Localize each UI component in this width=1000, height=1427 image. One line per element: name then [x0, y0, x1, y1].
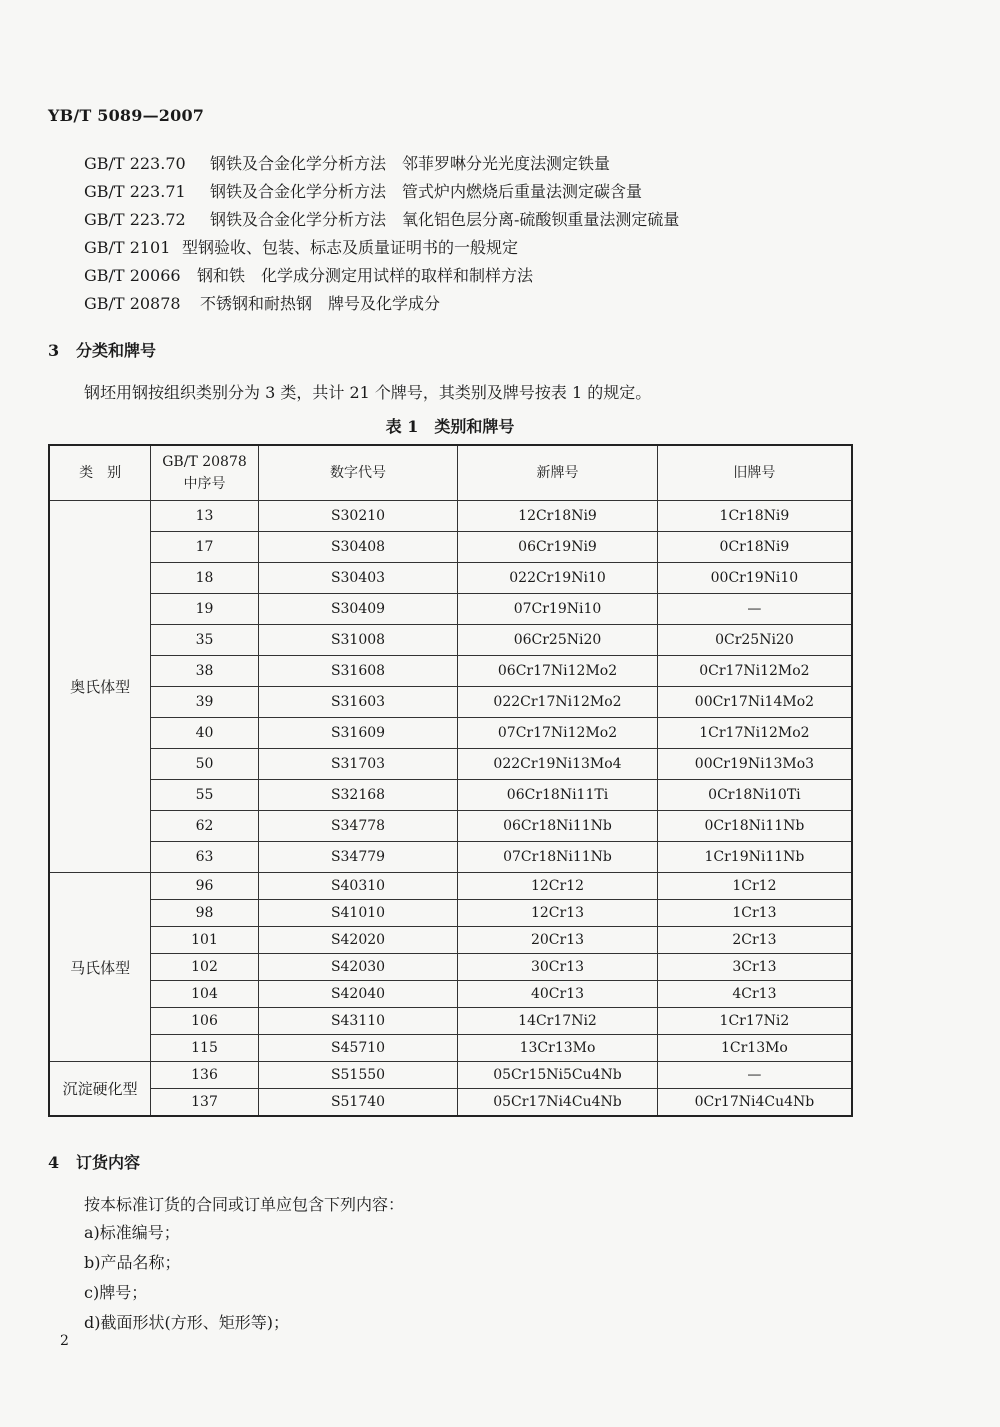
new-grade-cell: 06Cr18Ni11Nb — [458, 811, 658, 842]
seq-cell: 35 — [151, 625, 259, 656]
table-header-row — [49, 445, 852, 501]
old-grade-cell: 0Cr17Ni4Cu4Nb — [657, 1089, 852, 1117]
digital-code-cell: S42040 — [258, 981, 457, 1008]
section-4-heading — [48, 1150, 140, 1173]
new-grade-cell: 06Cr18Ni11Ti — [458, 780, 658, 811]
header-seq — [151, 445, 259, 501]
table-row — [49, 780, 852, 811]
digital-code-cell: S31008 — [258, 625, 457, 656]
digital-code-cell: S31703 — [258, 749, 457, 780]
reference-code: GB/T 223.70 — [84, 154, 186, 173]
digital-code-cell: S31603 — [258, 687, 457, 718]
seq-cell: 136 — [151, 1062, 259, 1089]
old-grade-cell: 0Cr25Ni20 — [657, 625, 852, 656]
new-grade-cell: 14Cr17Ni2 — [458, 1008, 658, 1035]
digital-code-cell: S43110 — [258, 1008, 457, 1035]
list-item: a)标准编号； — [84, 1223, 180, 1242]
seq-cell: 104 — [151, 981, 259, 1008]
digital-code-cell: S30403 — [258, 563, 457, 594]
table-row — [49, 718, 852, 749]
section-number: 4 — [48, 1153, 60, 1172]
reference-title: 型钢验收、包装、标志及质量证明书的一般规定 — [182, 238, 519, 257]
header-seq-line1: GB/T 20878 — [162, 454, 247, 470]
reference-code: GB/T 223.71 — [84, 182, 186, 201]
new-grade-cell: 022Cr17Ni12Mo2 — [458, 687, 658, 718]
reference-line — [84, 290, 679, 318]
seq-cell: 19 — [151, 594, 259, 625]
old-grade-cell: 00Cr17Ni14Mo2 — [657, 687, 852, 718]
new-grade-cell: 07Cr17Ni12Mo2 — [458, 718, 658, 749]
old-grade-cell: 0Cr18Ni11Nb — [657, 811, 852, 842]
old-grade-cell: 1Cr17Ni12Mo2 — [657, 718, 852, 749]
old-grade-cell: 0Cr18Ni9 — [657, 532, 852, 563]
digital-code-cell: S31609 — [258, 718, 457, 749]
section-4-intro: 按本标准订货的合同或订单应包含下列内容： — [84, 1195, 405, 1214]
digital-code-cell: S42020 — [258, 927, 457, 954]
reference-title: 钢铁及合金化学分析方法 管式炉内燃烧后重量法测定碳含量 — [210, 182, 643, 201]
new-grade-cell: 06Cr17Ni12Mo2 — [458, 656, 658, 687]
seq-cell: 55 — [151, 780, 259, 811]
digital-code-cell: S34778 — [258, 811, 457, 842]
new-grade-cell: 06Cr25Ni20 — [458, 625, 658, 656]
section-3-heading — [48, 338, 156, 361]
seq-cell: 18 — [151, 563, 259, 594]
seq-cell: 50 — [151, 749, 259, 780]
old-grade-cell: 1Cr12 — [657, 873, 852, 900]
reference-line — [84, 206, 679, 234]
new-grade-cell: 022Cr19Ni13Mo4 — [458, 749, 658, 780]
reference-title: 钢和铁 化学成分测定用试样的取样和制样方法 — [197, 266, 534, 285]
order-items-list — [84, 1218, 289, 1338]
digital-code-cell: S30408 — [258, 532, 457, 563]
table-row — [49, 749, 852, 780]
table-row — [49, 1062, 852, 1089]
seq-cell: 63 — [151, 842, 259, 873]
section-3-paragraph: 钢坯用钢按组织类别分为 3 类，共计 21 个牌号，其类别及牌号按表 1 的规定。 — [84, 383, 652, 402]
table-row — [49, 1035, 852, 1062]
digital-code-cell: S51740 — [258, 1089, 457, 1117]
digital-code-cell: S41010 — [258, 900, 457, 927]
table-row — [49, 501, 852, 532]
digital-code-cell: S34779 — [258, 842, 457, 873]
digital-code-cell: S30409 — [258, 594, 457, 625]
seq-cell: 62 — [151, 811, 259, 842]
reference-code: GB/T 20066 — [84, 266, 181, 285]
reference-code: GB/T 2101 — [84, 238, 171, 257]
table-row — [49, 532, 852, 563]
page-number: 2 — [60, 1333, 69, 1349]
section-title: 订货内容 — [76, 1153, 141, 1172]
seq-cell: 115 — [151, 1035, 259, 1062]
seq-cell: 17 — [151, 532, 259, 563]
digital-code-cell: S45710 — [258, 1035, 457, 1062]
new-grade-cell: 05Cr15Ni5Cu4Nb — [458, 1062, 658, 1089]
seq-cell: 102 — [151, 954, 259, 981]
new-grade-cell: 13Cr13Mo — [458, 1035, 658, 1062]
new-grade-cell: 12Cr18Ni9 — [458, 501, 658, 532]
digital-code-cell: S30210 — [258, 501, 457, 532]
old-grade-cell: 1Cr19Ni11Nb — [657, 842, 852, 873]
new-grade-cell: 12Cr12 — [458, 873, 658, 900]
table-caption: 表 1 类别和牌号 — [385, 417, 515, 436]
seq-cell: 101 — [151, 927, 259, 954]
header-new-grade: 新牌号 — [458, 445, 658, 501]
old-grade-cell: 0Cr17Ni12Mo2 — [657, 656, 852, 687]
table-row — [49, 900, 852, 927]
list-item: b)产品名称； — [84, 1253, 181, 1272]
seq-cell: 137 — [151, 1089, 259, 1117]
header-old-grade: 旧牌号 — [657, 445, 852, 501]
reference-line — [84, 262, 679, 290]
section-number: 3 — [48, 341, 60, 360]
table-row — [49, 954, 852, 981]
table-row — [49, 1089, 852, 1117]
old-grade-cell: — — [657, 594, 852, 625]
seq-cell: 39 — [151, 687, 259, 718]
category-cell: 奥氏体型 — [49, 501, 151, 873]
seq-cell: 106 — [151, 1008, 259, 1035]
new-grade-cell: 07Cr19Ni10 — [458, 594, 658, 625]
old-grade-cell: — — [657, 1062, 852, 1089]
list-item: c)牌号； — [84, 1283, 148, 1302]
digital-code-cell: S42030 — [258, 954, 457, 981]
digital-code-cell: S40310 — [258, 873, 457, 900]
reference-line — [84, 234, 679, 262]
old-grade-cell: 2Cr13 — [657, 927, 852, 954]
old-grade-cell: 4Cr13 — [657, 981, 852, 1008]
new-grade-cell: 20Cr13 — [458, 927, 658, 954]
standard-code: YB/T 5089—2007 — [48, 106, 205, 125]
seq-cell: 98 — [151, 900, 259, 927]
old-grade-cell: 0Cr18Ni10Ti — [657, 780, 852, 811]
old-grade-cell: 1Cr18Ni9 — [657, 501, 852, 532]
table-row — [49, 873, 852, 900]
new-grade-cell: 05Cr17Ni4Cu4Nb — [458, 1089, 658, 1117]
old-grade-cell: 3Cr13 — [657, 954, 852, 981]
header-digital-code: 数字代号 — [258, 445, 457, 501]
table-row — [49, 811, 852, 842]
list-item: d)截面形状(方形、矩形等)； — [84, 1313, 289, 1332]
grades-table — [48, 444, 853, 1117]
table-row — [49, 687, 852, 718]
digital-code-cell: S32168 — [258, 780, 457, 811]
old-grade-cell: 00Cr19Ni13Mo3 — [657, 749, 852, 780]
new-grade-cell: 12Cr13 — [458, 900, 658, 927]
table-row — [49, 563, 852, 594]
seq-cell: 40 — [151, 718, 259, 749]
old-grade-cell: 1Cr13Mo — [657, 1035, 852, 1062]
seq-cell: 96 — [151, 873, 259, 900]
new-grade-cell: 022Cr19Ni10 — [458, 563, 658, 594]
new-grade-cell: 07Cr18Ni11Nb — [458, 842, 658, 873]
reference-title: 不锈钢和耐热钢 牌号及化学成分 — [200, 294, 441, 313]
table-row — [49, 594, 852, 625]
header-seq-line2: 中序号 — [183, 476, 226, 492]
category-cell: 沉淀硬化型 — [49, 1062, 151, 1117]
table-row — [49, 927, 852, 954]
category-cell: 马氏体型 — [49, 873, 151, 1062]
new-grade-cell: 06Cr19Ni9 — [458, 532, 658, 563]
old-grade-cell: 00Cr19Ni10 — [657, 563, 852, 594]
reference-line — [84, 150, 679, 178]
header-category: 类 别 — [49, 445, 151, 501]
digital-code-cell: S51550 — [258, 1062, 457, 1089]
old-grade-cell: 1Cr13 — [657, 900, 852, 927]
new-grade-cell: 30Cr13 — [458, 954, 658, 981]
seq-cell: 13 — [151, 501, 259, 532]
reference-code: GB/T 20878 — [84, 294, 181, 313]
reference-line — [84, 178, 679, 206]
old-grade-cell: 1Cr17Ni2 — [657, 1008, 852, 1035]
table-row — [49, 981, 852, 1008]
table-row — [49, 1008, 852, 1035]
new-grade-cell: 40Cr13 — [458, 981, 658, 1008]
table-row — [49, 625, 852, 656]
table-row — [49, 842, 852, 873]
reference-code: GB/T 223.72 — [84, 210, 186, 229]
seq-cell: 38 — [151, 656, 259, 687]
digital-code-cell: S31608 — [258, 656, 457, 687]
reference-title: 钢铁及合金化学分析方法 邻菲罗啉分光光度法测定铁量 — [210, 154, 611, 173]
reference-title: 钢铁及合金化学分析方法 氧化铝色层分离-硫酸钡重量法测定硫量 — [210, 210, 680, 229]
section-title: 分类和牌号 — [76, 341, 157, 360]
normative-references — [84, 150, 679, 318]
table-row — [49, 656, 852, 687]
